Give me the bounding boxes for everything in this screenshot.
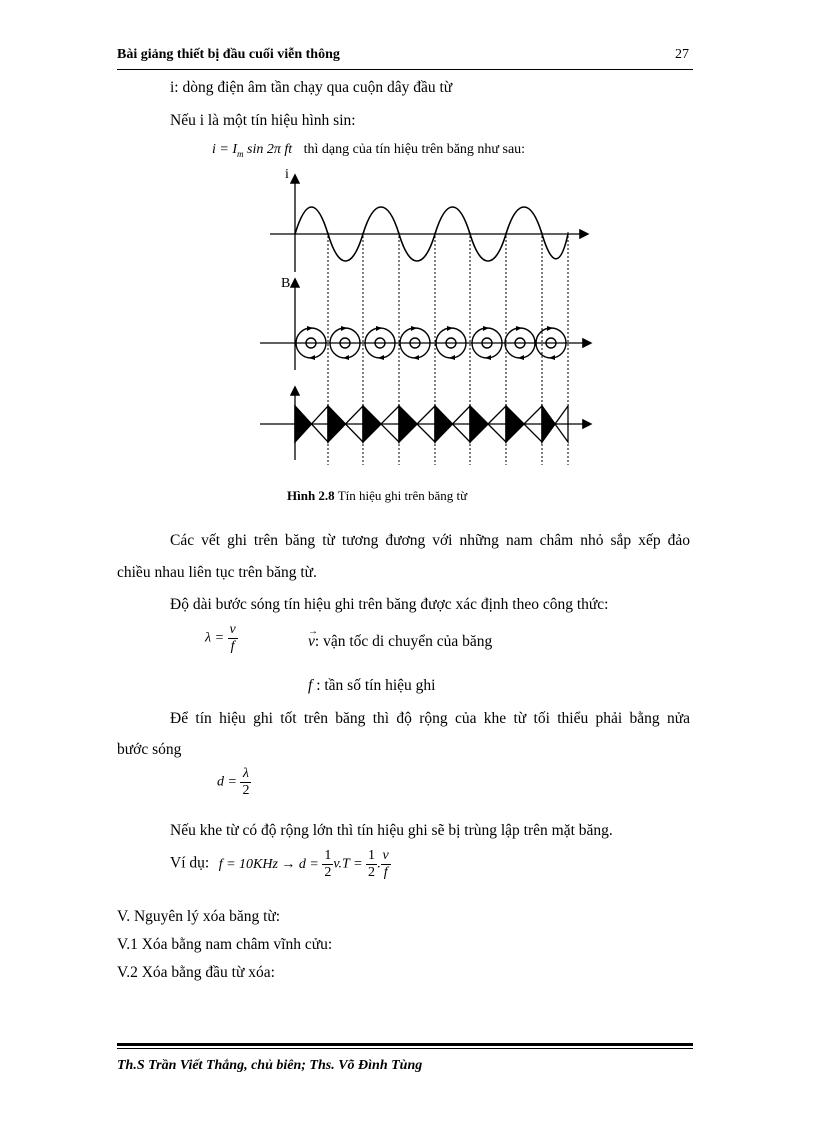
figure-caption (287, 488, 467, 504)
lambda-lhs: λ = (205, 630, 225, 646)
f-desc: : tần số tín hiệu ghi (312, 677, 436, 694)
v-definition (308, 626, 493, 652)
b-axis-label: B (281, 276, 291, 291)
header-title: Bài giảng thiết bị đầu cuối viễn thông (117, 47, 340, 62)
example-part1: f = 10KHz → d = (218, 856, 319, 872)
v-symbol: → v (308, 626, 318, 650)
formula-rhs: sin 2π ft (243, 142, 293, 157)
example-frac2-den: 2 (368, 865, 376, 880)
para3-line-2: bước sóng (117, 741, 182, 758)
d-lhs: d = (217, 774, 237, 790)
intro-line-1: i: dòng điện âm tần chạy qua cuộn dây đầu từ (170, 79, 453, 96)
i-axis-label: i (285, 167, 289, 182)
page-number: 27 (675, 47, 689, 62)
section-v1-heading: V.1 Xóa bằng nam châm vĩnh cửu: (117, 936, 333, 953)
d-den: 2 (242, 783, 250, 798)
footer-rule-thick (117, 1043, 693, 1046)
caption-label: Hình 2.8 (287, 488, 335, 503)
example-part2: v.T = (333, 856, 363, 872)
example-frac3-den: f (383, 865, 388, 880)
para1-line-2: chiều nhau liên tục trên băng từ. (117, 564, 317, 581)
formula-sub: m (237, 148, 244, 159)
f-symbol: f (308, 677, 313, 694)
lambda-num: v (229, 622, 236, 637)
footer-authors: Th.S Trần Viết Thắng, chủ biên; Ths. Võ Đình Tùng (117, 1058, 423, 1073)
formula-lhs: i = I (212, 142, 237, 157)
v-desc: : vận tốc di chuyển của băng (314, 633, 493, 650)
para3-line-1: Để tín hiệu ghi tốt trên băng thì độ rộng của khe từ tối thiểu phải bằng nửa (170, 710, 690, 727)
header-rule (117, 69, 693, 70)
example-frac3-num: v (382, 848, 389, 863)
para1-line-1: Các vết ghi trên băng từ tương đương với những nam châm nhỏ sắp xếp đảo (170, 532, 690, 549)
para4: Nếu khe từ có độ rộng lớn thì tín hiệu ghi sẽ bị trùng lập trên mặt băng. (170, 822, 613, 839)
d-formula (217, 766, 251, 799)
lambda-formula (205, 622, 238, 655)
formula-text: thì dạng của tín hiệu trên băng như sau: (303, 142, 526, 157)
section-v-heading: V. Nguyên lý xóa băng từ: (117, 908, 281, 925)
lambda-den: f (230, 639, 235, 654)
tape-signal-figure (255, 160, 600, 465)
example-frac2-num: 1 (368, 848, 376, 863)
para2: Độ dài bước sóng tín hiệu ghi trên băng được xác định theo công thức: (170, 596, 609, 613)
caption-text: Tín hiệu ghi trên băng từ (334, 488, 468, 503)
f-definition (308, 676, 435, 696)
example-frac1-den: 2 (324, 865, 332, 880)
d-num: λ (240, 766, 251, 783)
section-v2-heading: V.2 Xóa bằng đầu từ xóa: (117, 964, 275, 981)
example-frac1-num: 1 (324, 848, 332, 863)
example-formula (170, 848, 391, 881)
intro-line-2: Nếu i là một tín hiệu hình sin: (170, 112, 356, 129)
example-label: Ví dụ: (170, 854, 210, 872)
example-dot: . (377, 856, 381, 872)
footer-rule-thin (117, 1048, 693, 1049)
